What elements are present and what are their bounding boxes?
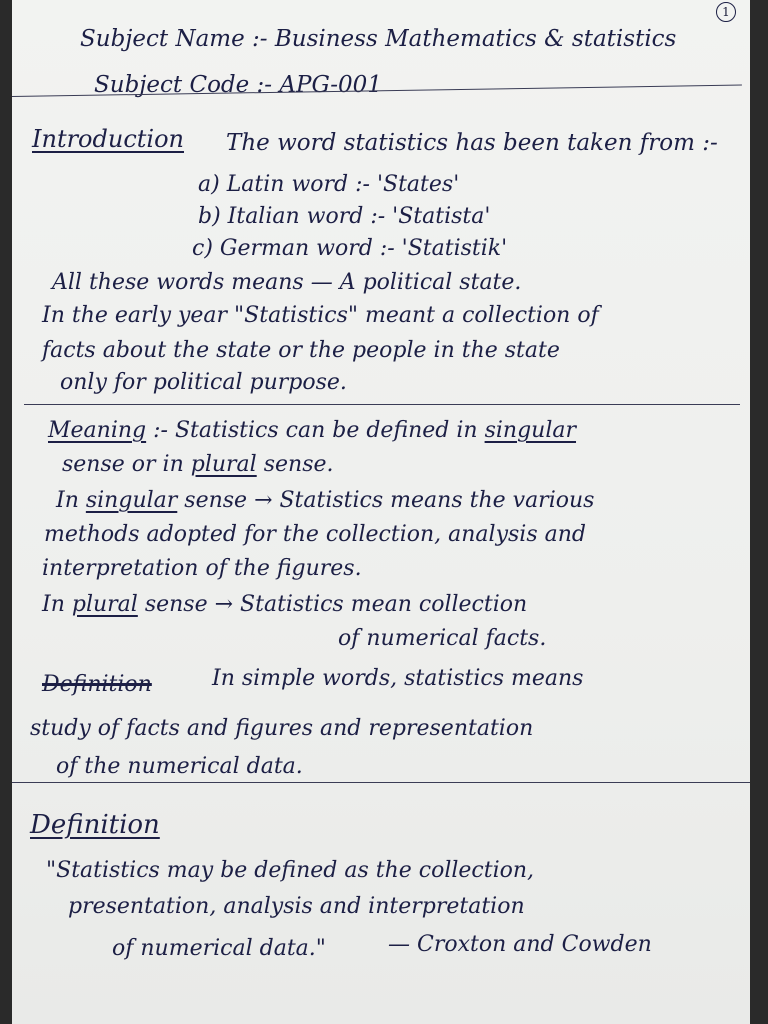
definition-quote-line: of numerical data." (112, 936, 326, 961)
introduction-line: facts about the state or the people in the state (42, 338, 560, 363)
definition-quote-line: "Statistics may be defined as the collection, (46, 858, 535, 883)
origin-item-italian: b) Italian word :- 'Statista' (198, 204, 491, 229)
meaning-line: interpretation of the figures. (42, 556, 362, 581)
meaning-line: In plural sense → Statistics mean collection (42, 592, 528, 617)
meaning-heading: Meaning (48, 418, 147, 443)
subject-code: Subject Code :- APG-001 (94, 72, 382, 98)
meaning-line: In simple words, statistics means (212, 666, 584, 691)
meaning-line: of the numerical data. (56, 754, 303, 779)
page-number: 1 (716, 2, 736, 22)
subject-name: Subject Name :- Business Mathematics & statistics (80, 26, 677, 52)
definition-heading: Definition (30, 810, 160, 840)
origin-item-german: c) German word :- 'Statistik' (192, 236, 508, 261)
introduction-line: only for political purpose. (60, 370, 347, 395)
meaning-line: of numerical facts. (338, 626, 547, 651)
introduction-line: All these words means — A political state. (52, 270, 522, 295)
introduction-heading: Introduction (32, 125, 184, 153)
definition-quote-line: presentation, analysis and interpretation (68, 894, 525, 919)
introduction-lead: The word statistics has been taken from :- (226, 130, 718, 156)
meaning-line: methods adopted for the collection, analysis and (44, 522, 586, 547)
notebook-page (12, 0, 750, 1024)
meaning-line: study of facts and figures and representation (30, 716, 534, 741)
meaning-line: In singular sense → Statistics means the various (56, 488, 595, 513)
section-divider (24, 404, 740, 405)
origin-item-latin: a) Latin word :- 'States' (198, 172, 460, 197)
section-divider (12, 782, 750, 783)
introduction-line: In the early year "Statistics" meant a collection of (42, 303, 599, 328)
meaning-line: Meaning :- Statistics can be defined in singular (48, 418, 577, 443)
struck-out-word: Definition (42, 672, 152, 697)
definition-attribution: — Croxton and Cowden (388, 932, 652, 957)
meaning-line: sense or in plural sense. (62, 452, 334, 477)
